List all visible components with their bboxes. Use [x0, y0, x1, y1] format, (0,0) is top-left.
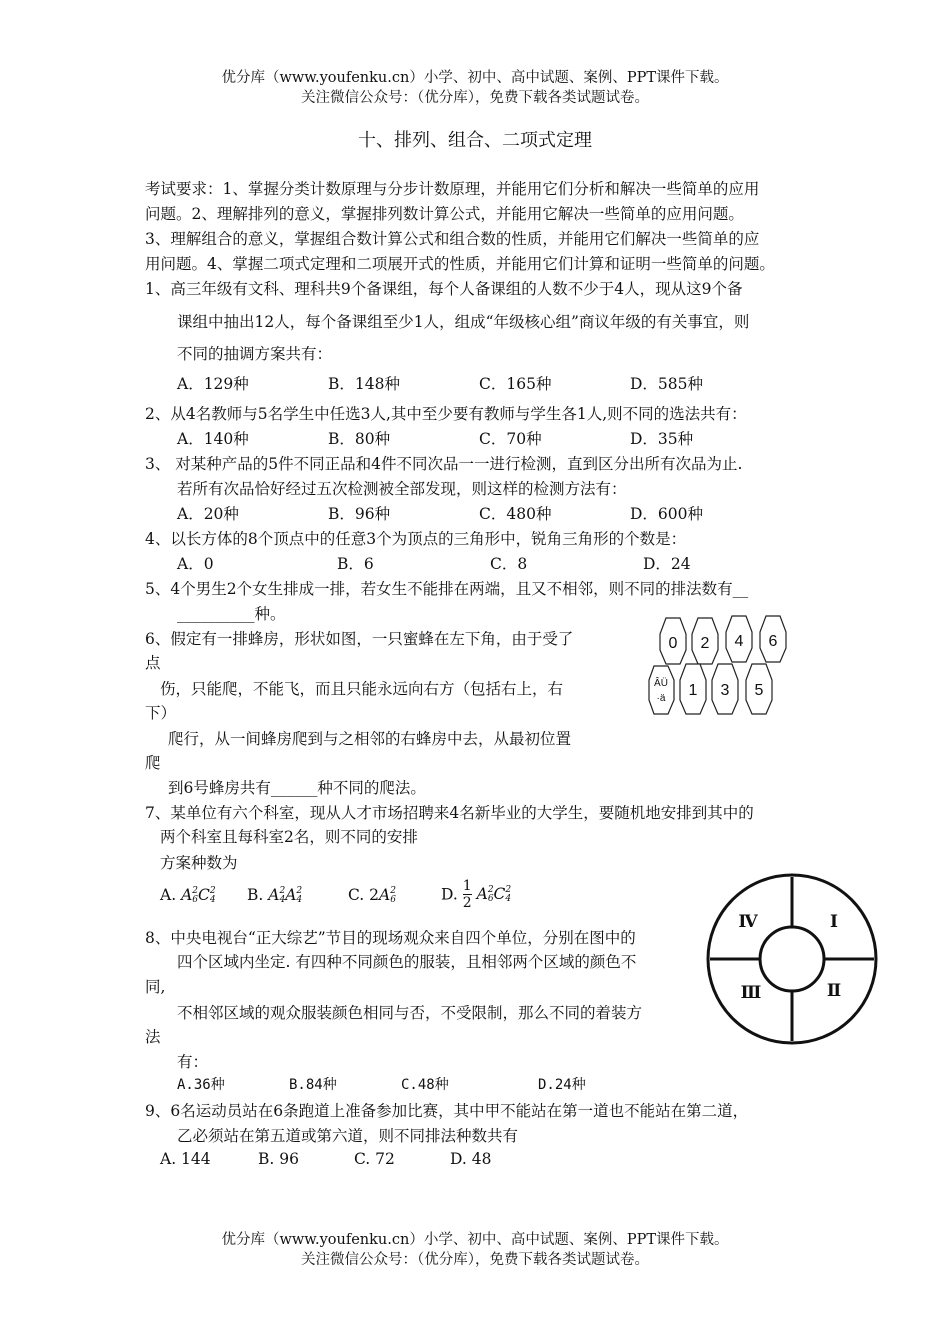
- question-9-option-d: D. 48: [450, 1150, 492, 1168]
- footer-line-1: 优分库（www.youfenku.cn）小学、初中、高中试题、案例、PPT课件下载。: [221, 1232, 729, 1248]
- question-7-option-b: [247, 886, 302, 905]
- requirements-line: 问题。2、理解排列的意义，掌握排列数计算公式，并能用它解决一些简单的应用问题。: [145, 205, 744, 223]
- question-9-line: 乙必须站在第五道或第六道，则不同排法种数共有: [177, 1127, 519, 1145]
- header-line-2: 关注微信公众号：（优分库），免费下载各类试题试卷。: [301, 90, 649, 106]
- question-8-line: 同,: [145, 978, 166, 996]
- question-1-option-a: A．129种: [177, 375, 249, 393]
- question-8-line: 法: [145, 1028, 161, 1046]
- question-4-option-a: A．0: [177, 555, 214, 573]
- formula-a4-2-a4-2: A 2 4 A 2 4: [268, 886, 303, 905]
- question-4-option-c: C．8: [490, 555, 528, 573]
- question-8-option-c: C.48种: [401, 1077, 449, 1093]
- requirements-line: 用问题。4、掌握二项式定理和二项展开式的性质，并能用它们计算和证明一些简单的问题。: [145, 255, 775, 273]
- option-letter: C.: [348, 886, 365, 904]
- cell-label: 3: [720, 682, 730, 699]
- question-9-option-a: A. 144: [160, 1150, 211, 1168]
- question-8-line: 四个区域内坐定. 有四种不同颜色的服装，且相邻两个区域的颜色不: [177, 953, 637, 971]
- honeycomb-figure: [648, 614, 810, 720]
- question-8-option-d: D.24种: [538, 1077, 586, 1093]
- cell-label: 0: [668, 635, 678, 652]
- question-9-option-b: B. 96: [258, 1150, 299, 1168]
- question-2-option-b: B．80种: [328, 430, 391, 448]
- question-6-line: 到6号蜂房共有______种不同的爬法。: [168, 779, 426, 797]
- question-2-option-d: D．35种: [630, 430, 694, 448]
- question-2-line: 2、从4名教师与5名学生中任选3人,其中至少要有教师与学生各1人,则不同的选法共有：: [145, 405, 747, 423]
- question-5-line: 5、4个男生2个女生排成一排，若女生不能排在两端，且又不相邻，则不同的排法数有__: [145, 580, 749, 598]
- start-cell-label: ÂÜ: [654, 678, 668, 689]
- page-title: 十、排列、组合、二项式定理: [358, 130, 592, 151]
- question-8-line: 不相邻区域的观众服装颜色相同与否，不受限制，那么不同的着装方: [177, 1004, 643, 1022]
- question-6-line: 6、假定有一排蜂房，形状如图，一只蜜蜂在左下角，由于受了: [145, 630, 574, 648]
- question-7-option-d: [441, 878, 511, 911]
- question-6-line: 伤，只能爬，不能飞，而且只能永远向右方（包括右上，右: [160, 680, 564, 698]
- question-7-line: 方案种数为: [160, 854, 238, 872]
- requirements-line: 3、理解组合的意义，掌握组合数计算公式和组合数的性质，并能用它们解决一些简单的应: [145, 230, 760, 248]
- region-label-iv: Ⅳ: [738, 912, 758, 932]
- cell-label: 1: [688, 682, 698, 699]
- question-3-option-c: C．480种: [479, 505, 552, 523]
- formula-half: $\frac{1}{2}$: [462, 878, 472, 911]
- cell-label: 2: [700, 635, 710, 652]
- requirements-line: 考试要求：1、掌握分类计数原理与分步计数原理，并能用它们分析和解决一些简单的应用: [145, 180, 760, 198]
- question-7-line: 两个科室且每科室2名，则不同的安排: [160, 828, 418, 846]
- honeycomb-cell: [649, 666, 674, 714]
- region-label-iii: Ⅲ: [740, 983, 762, 1003]
- question-4-option-b: B．6: [337, 555, 374, 573]
- question-3-option-a: A．20种: [177, 505, 239, 523]
- question-9-line: 9、6名运动员站在6条跑道上准备参加比赛，其中甲不能站在第一道也不能站在第二道，: [145, 1102, 749, 1120]
- cell-label: 5: [754, 682, 764, 699]
- question-6-line: 下）: [145, 704, 177, 722]
- question-1-line: 不同的抽调方案共有：: [177, 345, 333, 363]
- formula-a6-2-c4-2: A 2 6 C 2 4: [476, 885, 512, 904]
- question-6-line: 爬: [145, 754, 161, 772]
- footer-line-2: 关注微信公众号：（优分库），免费下载各类试题试卷。: [301, 1252, 649, 1268]
- question-1-option-c: C．165种: [479, 375, 552, 393]
- cell-label: 6: [768, 633, 778, 650]
- question-8-option-a: A.36种: [177, 1077, 225, 1093]
- option-letter: B.: [247, 886, 264, 904]
- option-letter: A.: [160, 886, 177, 904]
- cell-label: 4: [734, 633, 744, 650]
- question-2-option-a: A．140种: [177, 430, 249, 448]
- question-7-option-a: [160, 886, 216, 905]
- region-label-i: Ⅰ: [830, 912, 838, 932]
- option-letter: D.: [441, 885, 458, 904]
- question-1-line: 课组中抽出12人，每个备课组至少1人，组成“年级核心组”商议年级的有关事宜，则: [177, 313, 750, 331]
- question-7-option-c: [348, 886, 396, 905]
- question-3-line: 3、 对某种产品的5件不同正品和4件不同次品一一进行检测，直到区分出所有次品为止.: [145, 455, 743, 473]
- header-line-1: 优分库（www.youfenku.cn）小学、初中、高中试题、案例、PPT课件下载。: [221, 70, 729, 86]
- start-cell-label: ·ä: [656, 693, 666, 704]
- question-7-line: 7、某单位有六个科室，现从人才市场招聘来4名新毕业的大学生，要随机地安排到其中的: [145, 804, 754, 822]
- question-6-line: 点: [145, 654, 161, 672]
- four-regions-figure: [703, 870, 881, 1048]
- question-4-option-d: D．24: [643, 555, 691, 573]
- question-8-line: 有：: [177, 1053, 209, 1071]
- question-1-line: 1、高三年级有文科、理科共9个备课组，每个人备课组的人数不少于4人，现从这9个备: [145, 280, 743, 298]
- formula-2a6-2: 2A 2 6: [369, 886, 396, 905]
- question-1-option-b: B．148种: [328, 375, 400, 393]
- question-8-option-b: B.84种: [289, 1077, 337, 1093]
- question-1-option-d: D．585种: [630, 375, 704, 393]
- question-3-line: 若所有次品恰好经过五次检测被全部发现，则这样的检测方法有：: [177, 480, 627, 498]
- formula-a6-2-c4-2: A 2 6 C 2 4: [181, 886, 216, 905]
- question-2-option-c: C．70种: [479, 430, 542, 448]
- question-8-line: 8、中央电视台“正大综艺”节目的现场观众来自四个单位，分别在图中的: [145, 929, 636, 947]
- question-9-option-c: C. 72: [354, 1150, 395, 1168]
- question-6-line: 爬行，从一间蜂房爬到与之相邻的右蜂房中去，从最初位置: [168, 730, 572, 748]
- question-3-option-d: D．600种: [630, 505, 704, 523]
- question-4-line: 4、以长方体的8个顶点中的任意3个为顶点的三角形中，锐角三角形的个数是：: [145, 530, 687, 548]
- question-3-option-b: B．96种: [328, 505, 391, 523]
- question-5-line: __________种。: [177, 605, 286, 623]
- region-label-ii: Ⅱ: [826, 981, 842, 1001]
